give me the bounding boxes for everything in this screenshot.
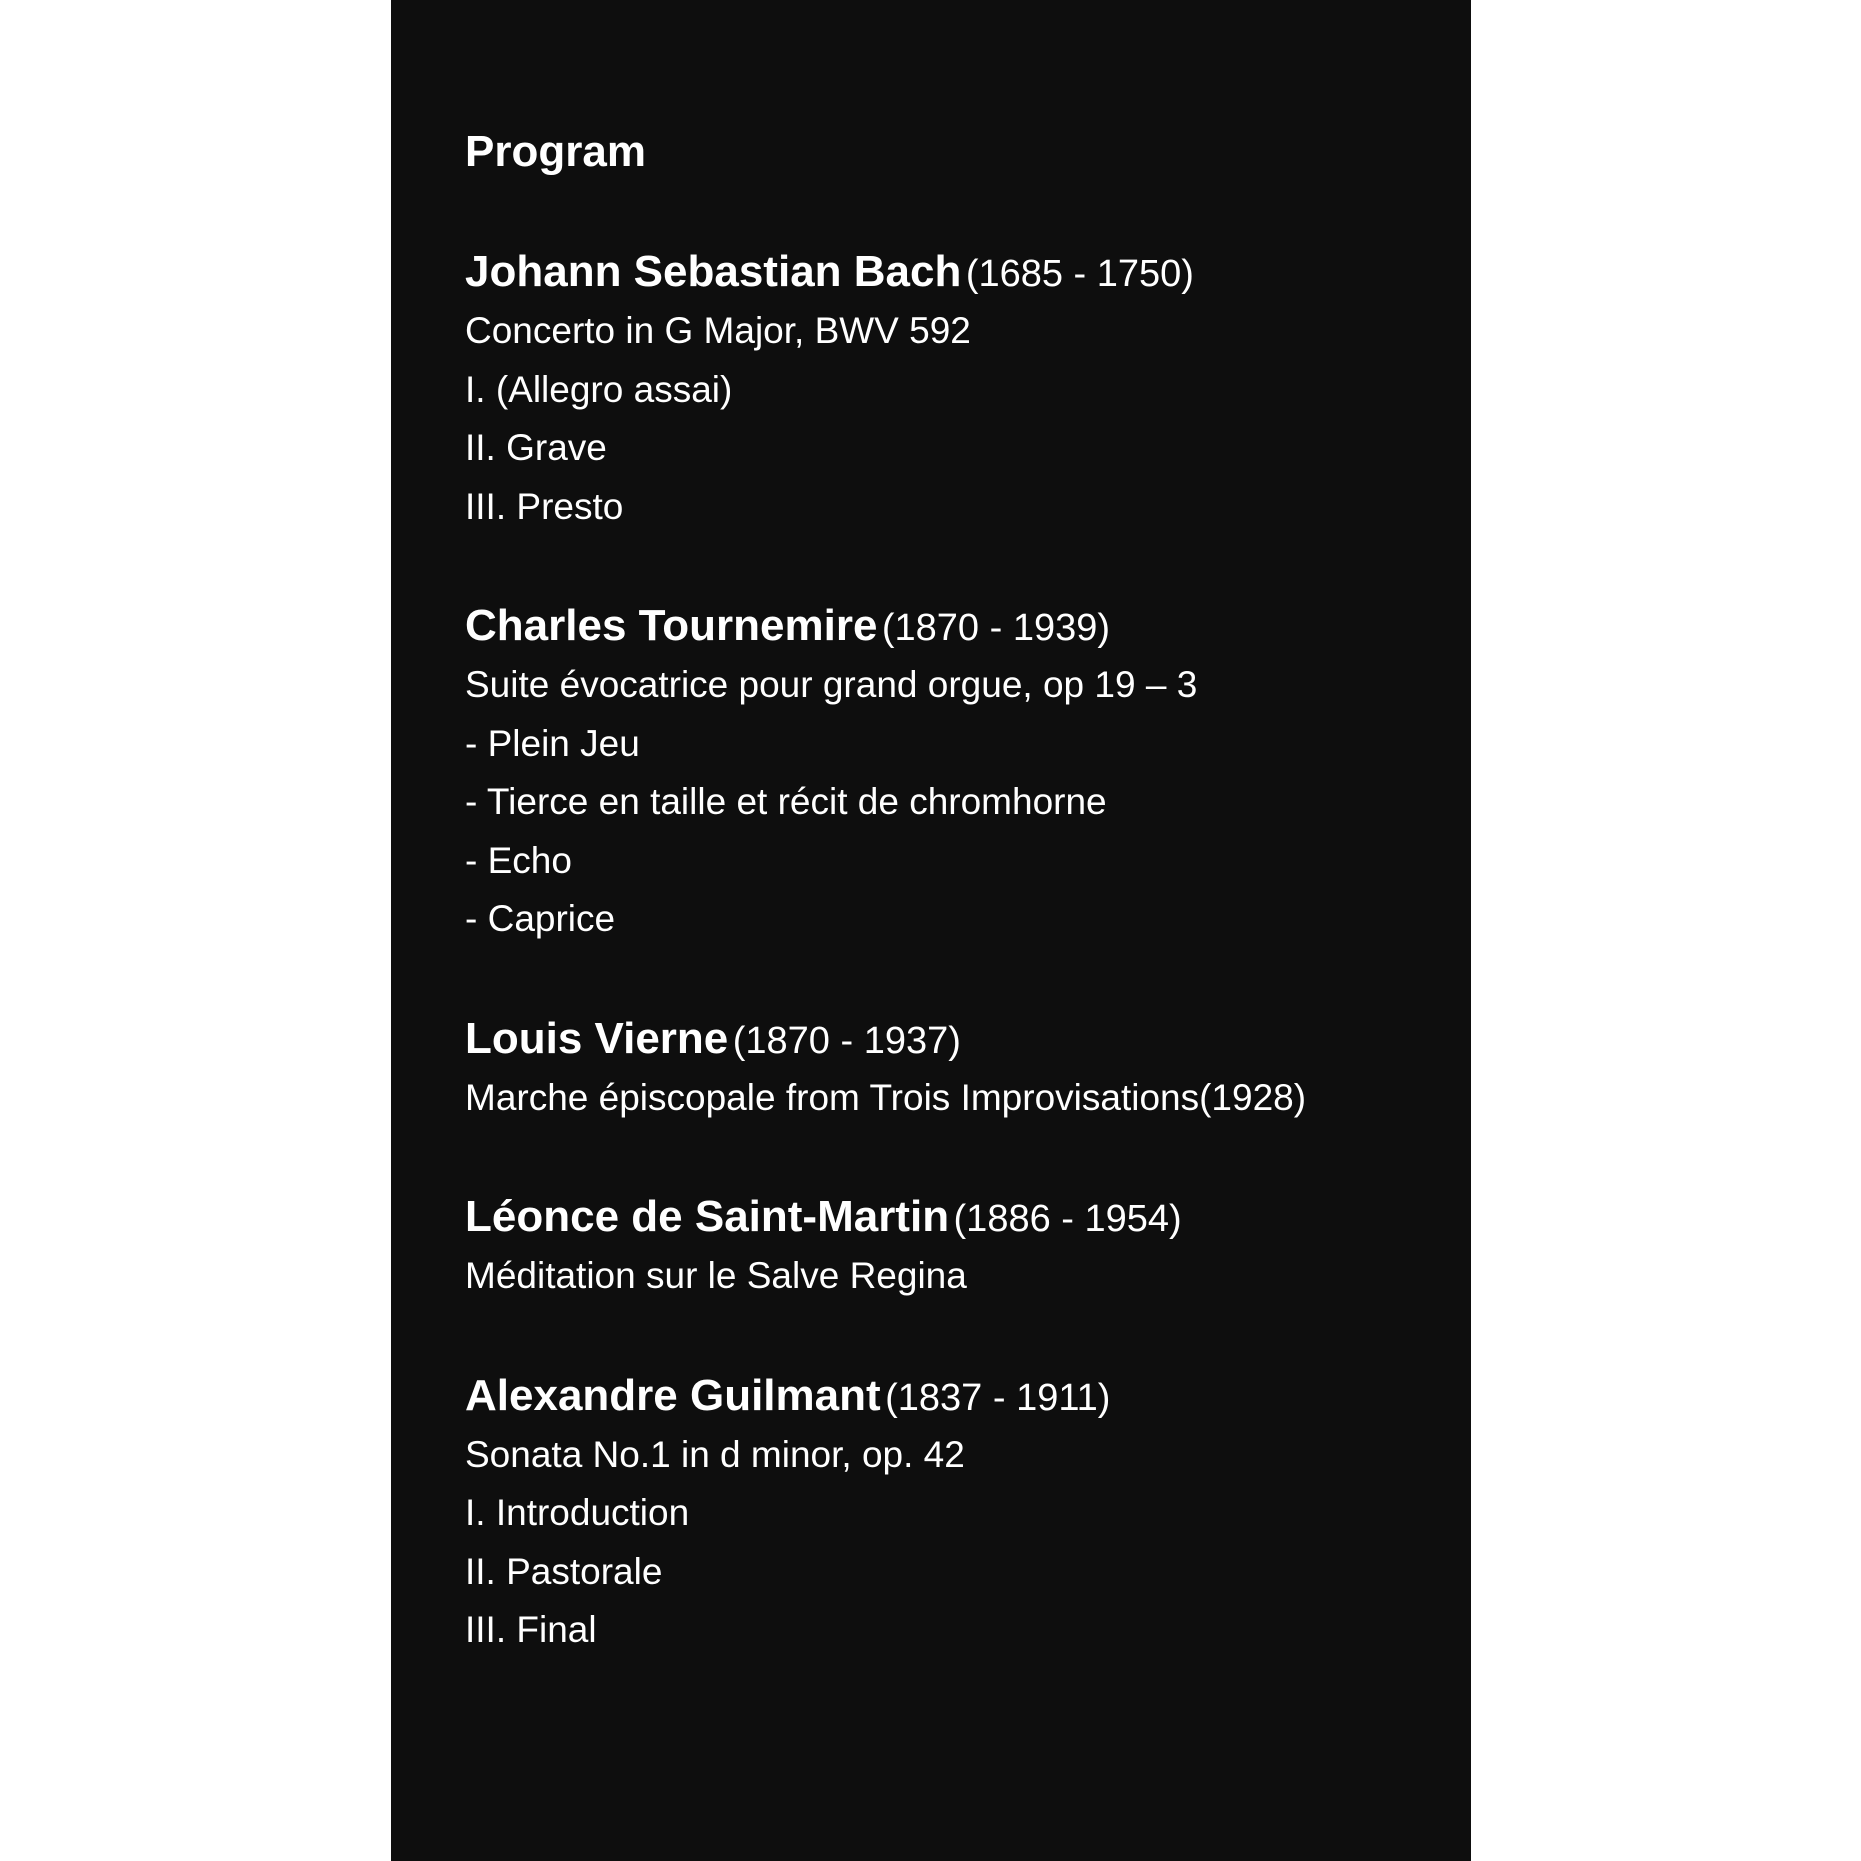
program-section: [465, 1366, 1471, 1660]
composer-line: [465, 1187, 1471, 1247]
composer-dates: (1685 - 1750): [965, 253, 1194, 295]
movement-list: [465, 1484, 1471, 1660]
movement-item: III. Final: [465, 1609, 597, 1650]
movement-item: II. Grave: [465, 427, 607, 468]
composer-line: [465, 596, 1471, 656]
work-title: Suite évocatrice pour grand orgue, op 19 – 3: [465, 664, 1198, 705]
movement-item: I. (Allegro assai): [465, 368, 733, 410]
movement-item: III. Presto: [465, 485, 624, 527]
composer-dates: (1870 - 1939): [881, 607, 1111, 649]
movement-item: I. Introduction: [465, 1492, 690, 1533]
composer-name: Alexandre Guilmant: [465, 1370, 881, 1420]
composer-dates: (1837 - 1911): [885, 1376, 1111, 1419]
composer-dates: (1870 - 1937): [732, 1019, 961, 1062]
work-title: Méditation sur le Salve Regina: [465, 1255, 967, 1296]
movement-item: - Plein Jeu: [465, 722, 640, 764]
program-section: [465, 596, 1471, 949]
composer-line: [465, 1366, 1471, 1426]
program-section: [465, 242, 1471, 536]
movement-item: II. Pastorale: [465, 1550, 663, 1592]
composer-name: Léonce de Saint-Martin: [465, 1192, 950, 1241]
composer-name: Louis Vierne: [465, 1013, 729, 1063]
composer-name: Johann Sebastian Bach: [465, 247, 962, 296]
work-title: Concerto in G Major, BWV 592: [465, 310, 971, 351]
program-section: [465, 1009, 1471, 1128]
work-title: Marche épiscopale from Trois Improvisations(1928): [465, 1076, 1307, 1118]
movement-item: - Echo: [465, 839, 572, 881]
composer-line: [465, 242, 1471, 302]
composer-name: Charles Tournemire: [465, 601, 878, 650]
work-title: Sonata No.1 in d minor, op. 42: [465, 1433, 965, 1475]
composer-line: [465, 1009, 1471, 1069]
movement-list: [465, 715, 1471, 949]
composer-dates: (1886 - 1954): [953, 1198, 1182, 1240]
program-panel: [391, 0, 1471, 1861]
movement-item: - Tierce en taille et récit de chromhorne: [465, 781, 1107, 822]
movement-item: - Caprice: [465, 898, 616, 939]
program-heading: Program: [465, 127, 646, 176]
movement-list: [465, 361, 1471, 537]
program-section: [465, 1187, 1471, 1306]
